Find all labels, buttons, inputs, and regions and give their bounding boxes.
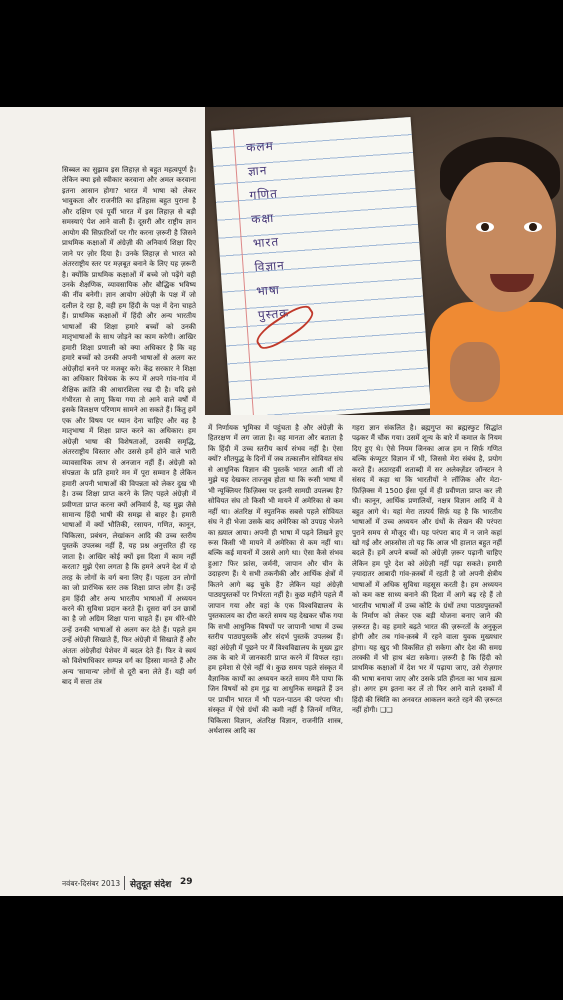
handwriting-line: ज्ञान xyxy=(247,163,268,179)
child-figure xyxy=(430,137,563,415)
article-column-1 xyxy=(62,165,196,872)
eye xyxy=(476,222,494,232)
article-photo xyxy=(205,107,563,415)
face xyxy=(446,162,556,312)
handwriting-line: कक्षा xyxy=(250,210,275,227)
article-column-2 xyxy=(208,423,343,872)
magazine-name: सेतुदूत संदेश xyxy=(130,880,172,890)
page-footer xyxy=(62,876,502,892)
eye xyxy=(524,222,542,232)
article-column-3 xyxy=(352,423,502,872)
handwriting-line: भाषा xyxy=(255,282,281,299)
column-text: में निर्णायक भूमिका में पहुंचता है और अंग्रेज़ी के हितरक्षण में लग जाता है। वह मानता और बताता है कि हिंदी में उच्च स्तरीय कार्य संभव नहीं है। ऐसा क्यों? शीतयुद्ध के दिनों में जब तत्कालीन सोवियत संघ से आधुनिक विज्ञान की पुस्तकें भारत आती थीं तो मुझे यह देखकर ताज्जुब होता था कि रूसी भाषा में भी न्यूक्लियर फ़िज़िक्स पर इतनी सामग्री उपलब्ध है? सोवियत संघ तो किसी भी मायने में अमेरिका से कम नहीं था। अंतरिक्ष में स्पुतनिक सबसे पहले सोवियत संघ ने ही भेजा उसके बाद अमेरिका को उपग्रह भेजने का ख़्याल आया। अपनी ही भाषा में पढ़ने लिखने हुए रूस किसी भी मायने में अमेरिका से कम नहीं था। बल्कि कई मायनों में उससे आगे था। ऐसा कैसे संभव हुआ? फिर फ्रांस, जर्मनी, जापान और चीन के उदाहरण हैं। ये सभी तकनीकी और आर्थिक क्षेत्रों में कितने आगे बढ़ चुके हैं? लेकिन यहां अंग्रेज़ी पाठ्यपुस्तकों पर निर्भरता नहीं है। कुछ महीने पहले मैं जापान गया और वहां के एक विश्वविद्यालय के पुस्तकालय का दौरा करते समय यह देखकर चौंक गया कि सभी आधुनिक विषयों पर जापानी भाषा में उच्च स्तरीय पाठ्यपुस्तकें और संदर्भ पुस्तकें उपलब्ध हैं। वहां अंग्रेज़ी में पूछने पर मैं विश्वविद्यालय के मुख्य द्वार तक के बारे में जानकारी प्राप्त करने में विफल रहा। हम हमेशा से ऐसे नहीं थे। कुछ समय पहले संस्कृत में वैज्ञानिक कार्यों का अध्ययन करते समय मैंने पाया कि जिन विषयों को हम गूढ़ या आधुनिक समझते हैं उन पर प्राचीन भारत में भी पठन-पाठन की परंपरा थी। संस्कृत में ऐसे ग्रंथों की कमी नहीं है जिनमें गणित, चिकित्सा विज्ञान, अंतरिक्ष विज्ञान, राजनीति शास्त्र, अर्थशास्त्र आदि का xyxy=(208,423,343,736)
footer-divider xyxy=(124,876,125,890)
handwriting-line: पुस्तक xyxy=(257,305,290,323)
smile xyxy=(490,274,534,292)
notebook-page xyxy=(211,117,431,415)
handwriting-line: कलम xyxy=(245,138,275,155)
handwriting-line: विज्ञान xyxy=(254,258,286,275)
magazine-page xyxy=(0,107,563,896)
handwriting-line: भारत xyxy=(252,234,280,251)
page-number: 29 xyxy=(180,877,193,887)
hand xyxy=(450,342,500,402)
handwriting-line: गणित xyxy=(249,186,279,203)
column-text: गहरा ज्ञान संकलित है। ब्रह्मगुप्त का ब्रह्मस्फुट सिद्धांत पढ़कर मैं चौंक गया। उसमें शून्य के बारे में कमाल के नियम दिए हुए थे। ऐसे नियम जिनका आज हम न सिर्फ़ गणित बल्कि कंप्यूटर विज्ञान में भी, जिससे मेरा संबंध है, प्रयोग करते हैं। अठारहवीं शताब्दी में सर अलेक्ज़ेंडर जॉन्स्टन ने संसद में कहा था कि भारतीयों ने लॉजिक और मेटा-फ़िज़िक्स में 1500 ईसा पूर्व में ही प्रवीणता प्राप्त कर ली थी। कानून, आर्थिक प्रणालियों, नक्षत्र विज्ञान आदि में वे बहुत आगे थे। यहां मेरा तात्पर्य सिर्फ़ यह है कि भारतीय भाषाओं में उच्च अध्ययन और ग्रंथों के लेखन की परंपरा पुराने समय से मौजूद थी। यह परंपरा बाद में न जाने कहां खो गई और अफ़सोस तो यह कि आज भी हालात बहुत नहीं बदले हैं। हमें अपने बच्चों को अंग्रेज़ी ज़रूर पढ़ानी चाहिए लेकिन हम पूरे देश को अंग्रेज़ी नहीं पढ़ा सकते। हमारी ज़्यादातर आबादी गांव-क़स्बों में रहती है जो अपनी क्षेत्रीय भाषाओं में अधिक सुविधा महसूस करती है। हम अध्ययन को कम कष्ट साध्य बनाने की दिशा में आगे बढ़ रहे हैं तो भारतीय भाषाओं में उच्च कोटि के ग्रंथों तथा पाठ्यपुस्तकों के निर्माण को लेकर एक बड़ी योजना बनाए जाने की ज़रूरत है। वह हमारे बढ़ते भारत की ज़रूरतों के अनुकूल होगी और तब गांव-क़स्बे में रहने वाला युवक मुख्यधार होगा। यह खुद भी विकसित हो सकेगा और देश की समग्र तरक्की में भी हाथ बंटा सकेगा। ज़रूरी है कि हिंदी को प्राथमिक कक्षाओं में देश भर में पढ़ाया जाए, उसे रोज़गार की भाषा बनाया जाए और उसके प्रति हीनता का भाव ख़त्म हो। अगर हम इतना कर लें तो फिर आने वाले दशकों में हिंदी की स्थिति का अनवरत आकलन करते रहने की ज़रूरत नहीं होगी। ❑❑ xyxy=(352,423,502,715)
issue-date: नवंबर-दिसंबर 2013 xyxy=(62,879,121,888)
column-text: सिब्बल का सुझाव इस लिहाज़ से बहुत महत्वपूर्ण है। लेकिन क्या इसे स्वीकार करवाना और अमल करवाना इतना आसान होगा? भारत में भाषा को लेकर भावुकता और राजनीति का इतिहास बहुत पुराना है और दक्षिण एवं पूर्वी भारत में इस लिहाज़ से बड़ी समस्याएं पेश आने वाली हैं। दूसरी और राष्ट्रीय ज्ञान आयोग की सिफ़ारिशों पर गौर करना ज़रूरी है जिसने प्राथमिक कक्षाओं में अंग्रेज़ी की अनिवार्य शिक्षा दिए जाने पर ज़ोर दिया है। उनके लिहाज़ से भारत को अंतरराष्ट्रीय स्तर पर मज़बूत बनाने के लिए यह ज़रूरी है। क्योंकि प्राथमिक कक्षाओं में बच्चे जो पढ़ेंगे वही उनके शैक्षणिक, व्यावसायिक और बौद्धिक भविष्य की नींव बनेगी। ज्ञान आयोग अंग्रेज़ी के पक्ष में जो दलील दे रहा है, वही हम हिंदी के पक्ष में देना चाहते हैं। प्राथमिक कक्षाओं में हिंदी और अन्य भारतीय भाषाओं की शिक्षा हमारे बच्चों को उनकी मातृभाषाओं के साथ जोड़ने का काम करेगी। आखिर हमारी शिक्षा प्रणाली को क्या अधिकार है कि वह हमारे बच्चों को उनकी अपनी भाषाओं से अलग कर अंग्रेज़ीदां बनने पर मजबूर करे। केंद्र सरकार ने शिक्षा का अधिकार विधेयक के रूप में अपने गांव-गांव में शैक्षिक क्रांति की आधारशिला रख दी है। यदि इसे गंभीरता से लागू किया गया तो आने वाले वर्षों में इसके विलक्षण परिणाम सामने आ सकते हैं। किंतु हमें एक और विषय पर ध्यान देना चाहिए और वह है मातृभाषा में शिक्षा प्राप्त करने का अधिकार। हम अंग्रेज़ी भाषा की विशेषताओं, उसकी समृद्धि, अंतरराष्ट्रीय विस्तार और उससे हमें होने वाले भारी व्यावसायिक लाभ से अनजान नहीं हैं। अंग्रेज़ी को संपन्नता के प्रति हमारे मन में पूरा सम्मान है लेकिन हमारी अपनी भाषाओं की विपन्नता को लेकर दुख भी है। उच्च शिक्षा प्राप्त करने के लिए पहले अंग्रेज़ी में प्रवीणता प्राप्त करना क्यों अनिवार्य है, यह मुझ जैसे सामान्य हिंदी भाषी की समझ से बाहर है। हमारी भाषाओं में क्यों भौतिकी, रसायन, गणित, कानून, चिकित्सा, प्रबंधन, लेखांकन आदि की उच्च स्तरीय पुस्तकें उपलब्ध नहीं हैं, यह प्रश्न अनुत्तरित ही रह जाता है। आखिर कोई क्यों इस दिशा में काम नहीं करता? मुझे ऐसा लगता है कि हमने अपने देश में दो तरह के लोगों के वर्ग बना लिए हैं। पहला उन लोगों का जो प्रारंभिक स्तर तक शिक्षा प्राप्त लोग हैं। उन्हें हम हिंदी और अन्य भारतीय भाषाओं में अध्ययन करने की सुविधा प्रदान करते हैं। दूसरा वर्ग उन छात्रों का है जो अग्रिम शिक्षा पाना चाहते हैं। हम धीरे-धीरे उन्हें उनकी भाषाओं से अलग कर देते हैं। पहले हम उन्हें अंग्रेज़ी सिखाते हैं, फिर अंग्रेज़ी में सिखाते हैं और अंततः अंग्रेज़ीदां पेशेवर में बदल देते हैं। फिर वे स्वयं को विशेषाधिकार सम्पन्न वर्ग का हिस्सा मानते हैं और अन्य 'सामान्य' लोगों से दूरी बना लेते हैं। यही वर्ग बाद में सत्ता तंत्र xyxy=(62,165,196,687)
